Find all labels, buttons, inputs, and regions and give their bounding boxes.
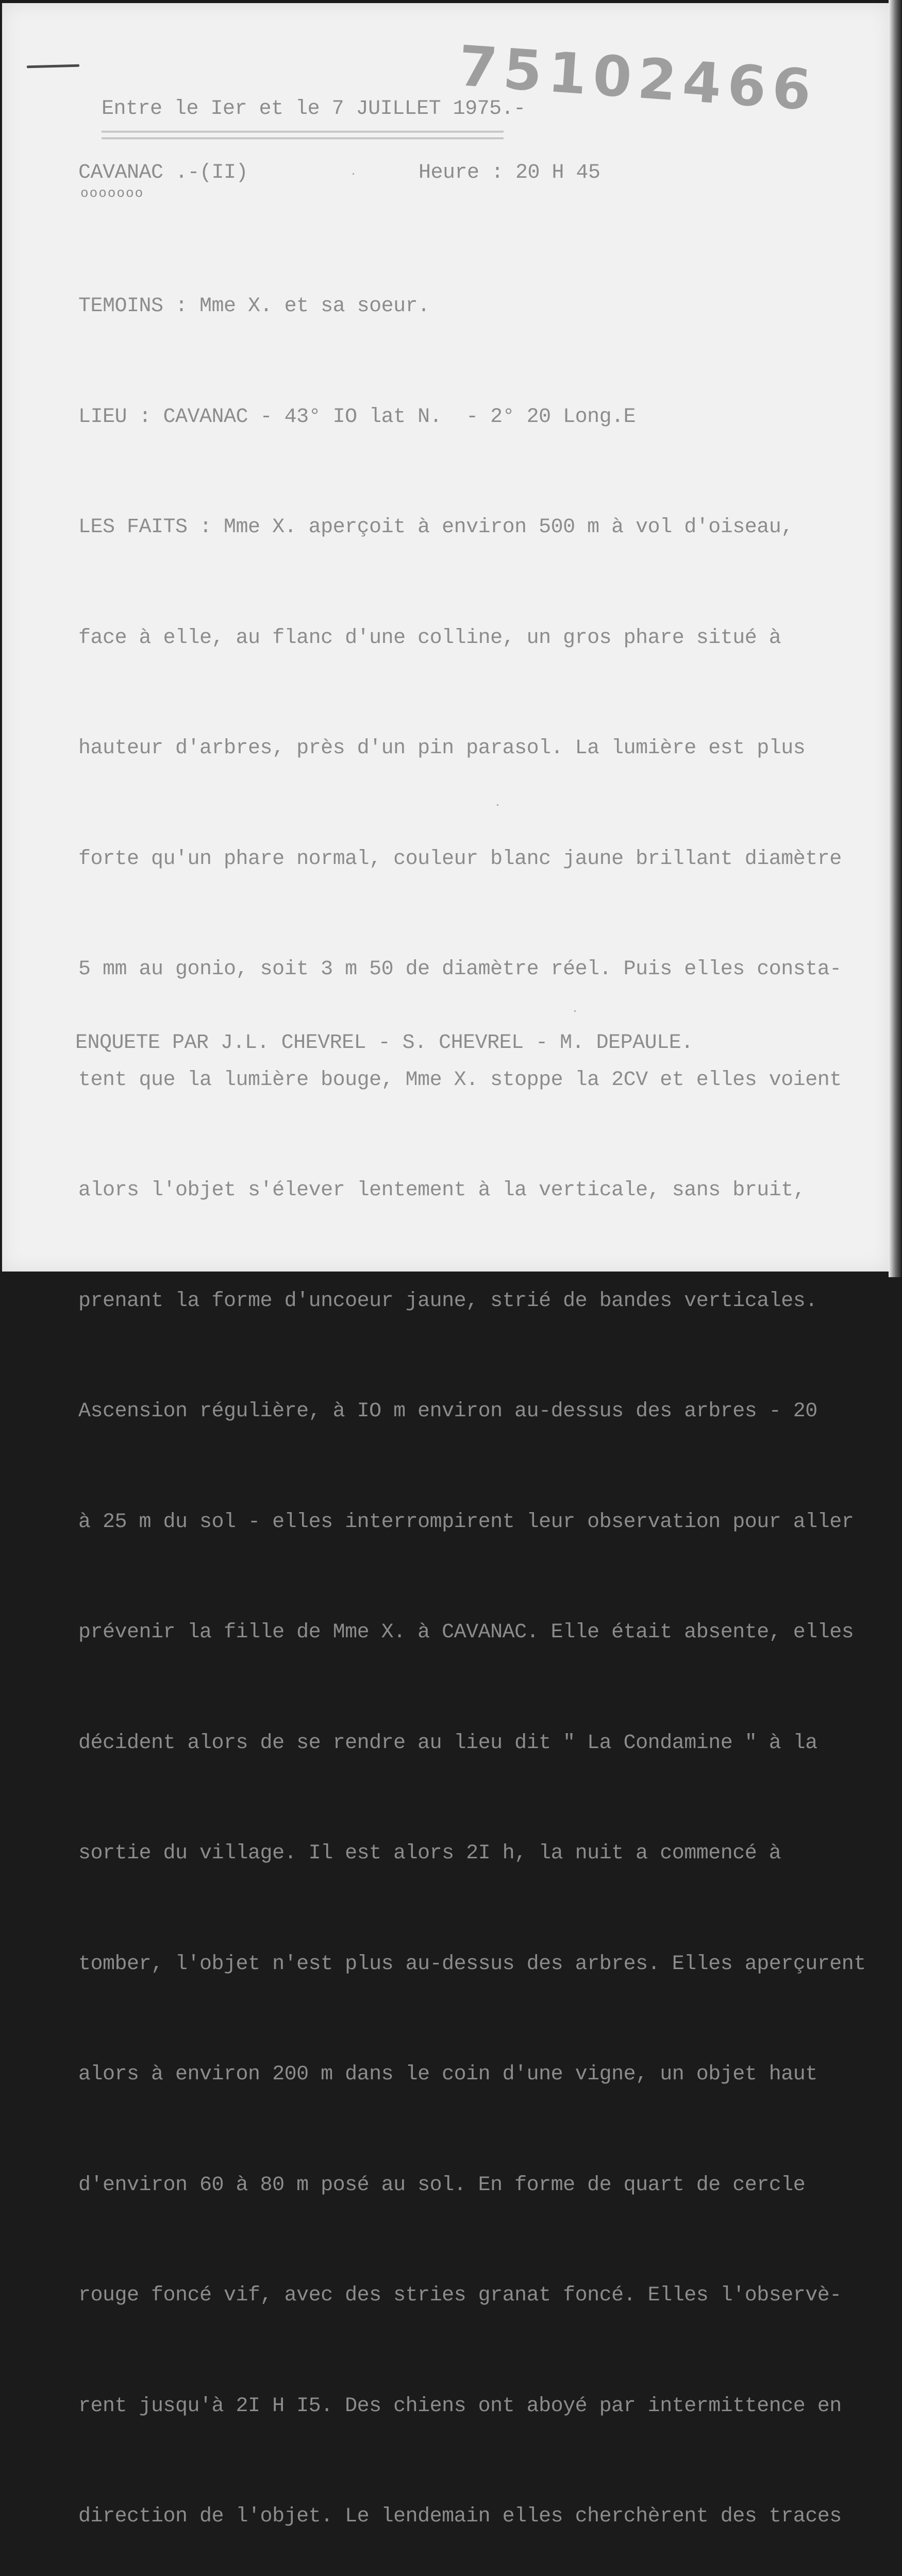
report-body xyxy=(78,214,866,2576)
text-line: prenant la forme d'uncoeur jaune, strié de bandes verticales. xyxy=(78,1289,817,1313)
paper-speck xyxy=(574,1010,576,1012)
text-line: alors l'objet s'élever lentement à la verticale, sans bruit, xyxy=(78,1179,806,1202)
text-line: d'environ 60 à 80 m posé au sol. En forme de quart de cercle xyxy=(78,2173,806,2197)
document-page xyxy=(2,3,890,2528)
text-line: tent que la lumière bouge, Mme X. stoppe la 2CV et elles voient xyxy=(78,1068,842,1092)
paper-speck xyxy=(353,173,354,175)
text-line: à 25 m du sol - elles interrompirent leur observation pour aller xyxy=(78,1510,854,1534)
text-line: alors à environ 200 m dans le coin d'une vigne, un objet haut xyxy=(78,2063,817,2086)
text-line: LES FAITS : Mme X. aperçoit à environ 500 m à vol d'oiseau, xyxy=(78,516,793,539)
text-line: prévenir la fille de Mme X. à CAVANAC. Elle était absente, elles xyxy=(78,1621,854,1644)
text-line: décident alors de se rendre au lieu dit " La Condamine " à la xyxy=(78,1731,817,1755)
date-line: Entre le Ier et le 7 JUILLET 1975.- xyxy=(102,97,526,121)
time-of-event: Heure : 20 H 45 xyxy=(419,161,600,184)
text-line: hauteur d'arbres, près d'un pin parasol. La lumière est plus xyxy=(78,737,806,760)
text-line: TEMOINS : Mme X. et sa soeur. xyxy=(78,295,430,318)
text-line: LIEU : CAVANAC - 43° IO lat N. - 2° 20 Long.E xyxy=(78,405,636,429)
text-line: sortie du village. Il est alors 2I h, la nuit a commencé à xyxy=(78,1842,781,1865)
header-underline xyxy=(102,131,504,139)
place-underline: ooooooo xyxy=(80,185,144,201)
text-line: rouge foncé vif, avec des stries granat foncé. Elles l'observè- xyxy=(78,2284,842,2307)
text-line: tomber, l'objet n'est plus au-dessus des arbres. Elles aperçurent xyxy=(78,1952,866,1976)
text-line: rent jusqu'à 2I H I5. Des chiens ont aboyé par intermittence en xyxy=(78,2394,842,2418)
stamp-number: 75102466 xyxy=(456,34,820,124)
paper-speck xyxy=(497,804,498,806)
text-line: direction de l'objet. Le lendemain elles cherchèrent des traces xyxy=(78,2505,842,2528)
place-name: CAVANAC .-(II) xyxy=(78,161,248,184)
pen-mark xyxy=(27,64,79,69)
text-line: 5 mm au gonio, soit 3 m 50 de diamètre réel. Puis elles consta- xyxy=(78,958,842,981)
text-line: forte qu'un phare normal, couleur blanc jaune brillant diamètre xyxy=(78,847,842,871)
investigators-line: ENQUETE PAR J.L. CHEVREL - S. CHEVREL - M. DEPAULE. xyxy=(75,1031,693,1055)
text-line: Ascension régulière, à IO m environ au-dessus des arbres - 20 xyxy=(78,1400,817,1423)
text-line: face à elle, au flanc d'une colline, un gros phare situé à xyxy=(78,626,781,650)
scan-edge xyxy=(889,0,902,1277)
